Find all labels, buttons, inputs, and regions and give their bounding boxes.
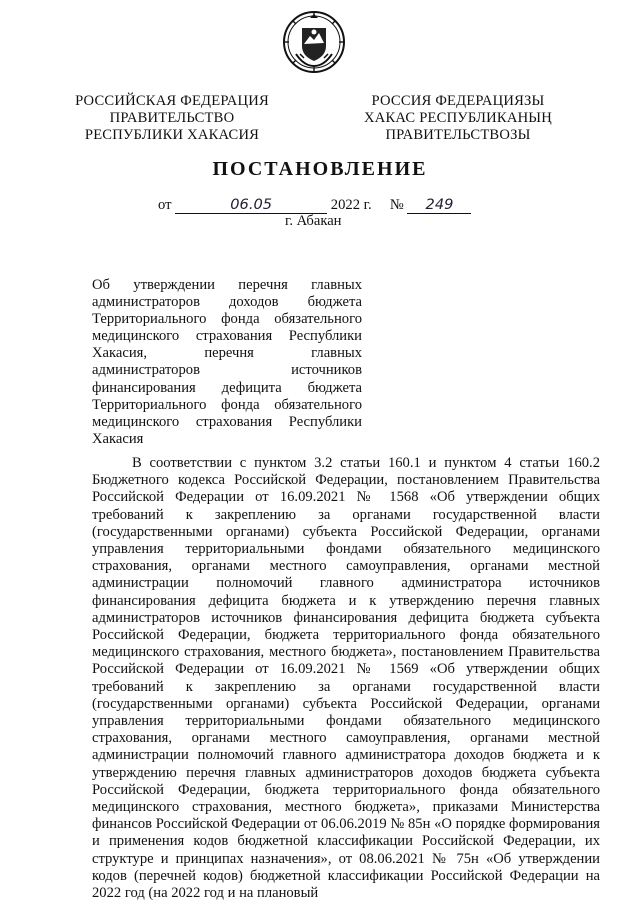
header-left-line-3: РЕСПУБЛИКИ ХАКАСИЯ <box>84 127 260 143</box>
number-sign: № <box>389 197 404 213</box>
date-prefix: от <box>158 197 172 213</box>
header-right-line-1: РОССИЯ ФЕДЕРАЦИЯЗЫ <box>371 93 545 109</box>
date-value: 06.05 <box>175 196 327 214</box>
khakassia-coat-of-arms-icon <box>282 10 346 74</box>
date-year: 2022 г. <box>330 197 372 213</box>
header-left-line-2: ПРАВИТЕЛЬСТВО <box>109 110 235 126</box>
document-body: В соответствии с пунктом 3.2 статьи 160.1 и пунктом 4 статьи 160.2 Бюджетного кодекса Российской Федерации, постановлением Правительства Российской Федерации от 16.09.2021 № 1568 «Об утверждении общих требований к закреплению за органами государственной власти (государственными органами) субъекта Российской Федерации, органами управления территориальными фондами обязательного медицинского страхования, органами местного самоуправления, органами местной администрации полномочий главного администратора источников финансирования дефицита бюджета и к утверждению перечня главных администраторов источников финансирования дефицита бюджета субъекта Российской Федерации, бюджета территориального фонда обязательного медицинского страхования, местного бюджета», постановлением Правительства Российской Федерации от 16.09.2021 № 1569 «Об утверждении общих требований к закреплению за органами государственной власти (государственными органами) субъекта Российской Федерации, органами управления территориальными фондами обязательного медицинского страхования, органами местного самоуправления, органами местной администрации полномочий главного администратора доходов бюджета и к утверждению перечня главных администраторов доходов бюджета субъекта Российской Федерации, бюджета территориального фонда обязательного медицинского страхования, местного бюджета», приказами Министерства финансов Российской Федерации от 06.06.2019 № 85н «О порядке формирования и применения кодов бюджетной классификации Российской Федерации, их структуре и принципах назначения», от 08.06.2021 № 75н «Об утверждении кодов (перечней кодов) бюджетной классификации Российской Федерации на 2022 год (на 2022 год и на плановый <box>92 455 600 902</box>
header-left-line-1: РОССИЙСКАЯ ФЕДЕРАЦИЯ <box>75 93 269 109</box>
header-right-line-2: ХАКАС РЕСПУБЛИКАНЫҢ <box>364 110 552 126</box>
header-right-line-3: ПРАВИТЕЛЬСТВОЗЫ <box>385 127 531 143</box>
coat-of-arms-emblem <box>282 10 346 74</box>
document-title: ПОСТАНОВЛЕНИЕ <box>212 158 428 180</box>
document-subject: Об утверждении перечня главных администраторов доходов бюджета Территориального фонда обязательного медицинского страхования Республики Хакасия, перечня главных администраторов источников финансирования дефицита бюджета Территориального фонда обязательного медицинского страхования Республики Хакасия <box>92 277 362 447</box>
document-number: 249 <box>407 196 471 214</box>
city: г. Абакан <box>285 213 342 229</box>
header-khakas <box>358 93 558 144</box>
date-line <box>158 196 471 214</box>
header-russian <box>72 93 272 144</box>
